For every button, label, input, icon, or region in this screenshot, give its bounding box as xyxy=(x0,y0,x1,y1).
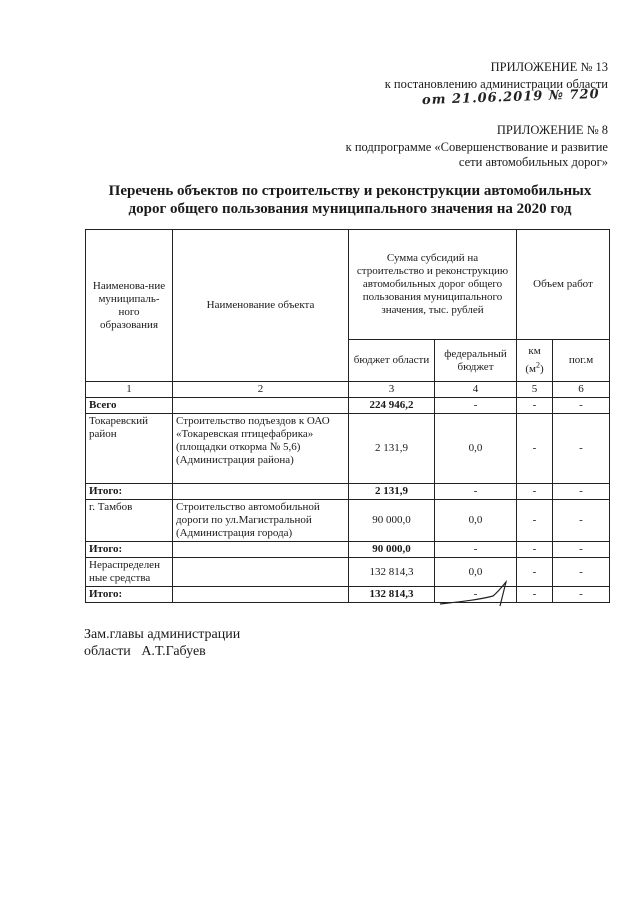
total-row xyxy=(86,398,610,414)
table-row xyxy=(86,558,610,587)
handwritten-date-number: от 21.06.2019 № 720 xyxy=(422,86,601,109)
row-municipality: Нераспределен ные средства xyxy=(86,558,173,587)
appendix-8-title: ПРИЛОЖЕНИЕ № 8 xyxy=(496,123,608,137)
subtotal-km: - xyxy=(517,484,553,500)
subtotal-regional: 132 814,3 xyxy=(349,587,435,603)
subtotal-label: Итого: xyxy=(86,484,173,500)
header-subsidy: Сумма субсидий на строительство и реконструкцию автомобильных дорог общего пользования муниципального значения, тыс. рублей xyxy=(349,230,517,340)
col-number: 5 xyxy=(517,382,553,398)
total-km: - xyxy=(517,398,553,414)
header-federal-budget: федеральный бюджет xyxy=(435,340,517,382)
header-volume: Объем работ xyxy=(517,230,610,340)
row-pm: - xyxy=(553,558,610,587)
row-federal: 0,0 xyxy=(435,414,517,484)
subtotal-federal: - xyxy=(435,542,517,558)
document-title-line2: дорог общего пользования муниципального значения на 2020 год xyxy=(128,201,572,217)
subtotal-row xyxy=(86,587,610,603)
total-pm: - xyxy=(553,398,610,414)
row-federal: 0,0 xyxy=(435,500,517,542)
row-pm: - xyxy=(553,414,610,484)
subtotal-regional: 90 000,0 xyxy=(349,542,435,558)
handwritten-initial-mark xyxy=(438,580,528,608)
subtotal-km: - xyxy=(517,542,553,558)
signature-position-line2: области А.Т.Габуев xyxy=(84,644,206,659)
appendix-8-subprogram-line1: к подпрограмме «Совершенствование и развитие xyxy=(345,140,608,154)
col-number: 1 xyxy=(86,382,173,398)
appendix-13-title: ПРИЛОЖЕНИЕ № 13 xyxy=(490,60,608,74)
row-object: Строительство автомобильной дороги по ул.Магистральной (Администрация города) xyxy=(173,500,349,542)
total-label: Всего xyxy=(86,398,173,414)
total-federal: - xyxy=(435,398,517,414)
appendix-8-subprogram-line2: сети автомобильных дорог» xyxy=(458,155,608,169)
row-regional: 90 000,0 xyxy=(349,500,435,542)
header-object: Наименование объекта xyxy=(173,230,349,382)
table-row xyxy=(86,414,610,484)
subtotal-pm: - xyxy=(553,542,610,558)
col-number: 2 xyxy=(173,382,349,398)
header-linear-meters: пог.м xyxy=(553,340,610,382)
subtotal-km: - xyxy=(517,587,553,603)
row-federal: 0,0 xyxy=(435,558,517,587)
document-title-line1: Перечень объектов по строительству и реконструкции автомобильных xyxy=(108,183,592,199)
row-regional: 2 131,9 xyxy=(349,414,435,484)
col-number: 6 xyxy=(553,382,610,398)
subtotal-label: Итого: xyxy=(86,542,173,558)
appendix-13-resolution-line: к постановлению администрации области xyxy=(384,77,608,91)
subtotal-pm: - xyxy=(553,587,610,603)
subtotal-regional: 2 131,9 xyxy=(349,484,435,500)
row-object xyxy=(173,558,349,587)
subtotal-row xyxy=(86,542,610,558)
column-numbers-row xyxy=(86,382,610,398)
table-row xyxy=(86,500,610,542)
header-municipality: Наименова-ние муниципаль-ного образования xyxy=(86,230,173,382)
header-regional-budget: бюджет области xyxy=(349,340,435,382)
signature-name: А.Т.Габуев xyxy=(141,644,206,659)
col-number: 3 xyxy=(349,382,435,398)
row-object: Строительство подъездов к ОАО «Токаревская птицефабрика» (площадки откорма № 5,6) (Администрация района) xyxy=(173,414,349,484)
row-municipality: Токаревский район xyxy=(86,414,173,484)
signature-position-line1: Зам.главы администрации xyxy=(84,627,241,642)
header-km: км $(м^2)$ xyxy=(517,340,553,382)
subtotal-label: Итого: xyxy=(86,587,173,603)
row-km: - xyxy=(517,414,553,484)
objects-table xyxy=(85,229,610,603)
subtotal-federal: - xyxy=(435,484,517,500)
row-pm: - xyxy=(553,500,610,542)
subtotal-pm: - xyxy=(553,484,610,500)
total-regional: 224 946,2 xyxy=(349,398,435,414)
row-regional: 132 814,3 xyxy=(349,558,435,587)
subtotal-row xyxy=(86,484,610,500)
col-number: 4 xyxy=(435,382,517,398)
header-m2: $(м^2)$ xyxy=(525,360,544,375)
row-municipality: г. Тамбов xyxy=(86,500,173,542)
subtotal-federal: - xyxy=(435,587,517,603)
row-km: - xyxy=(517,500,553,542)
row-km: - xyxy=(517,558,553,587)
